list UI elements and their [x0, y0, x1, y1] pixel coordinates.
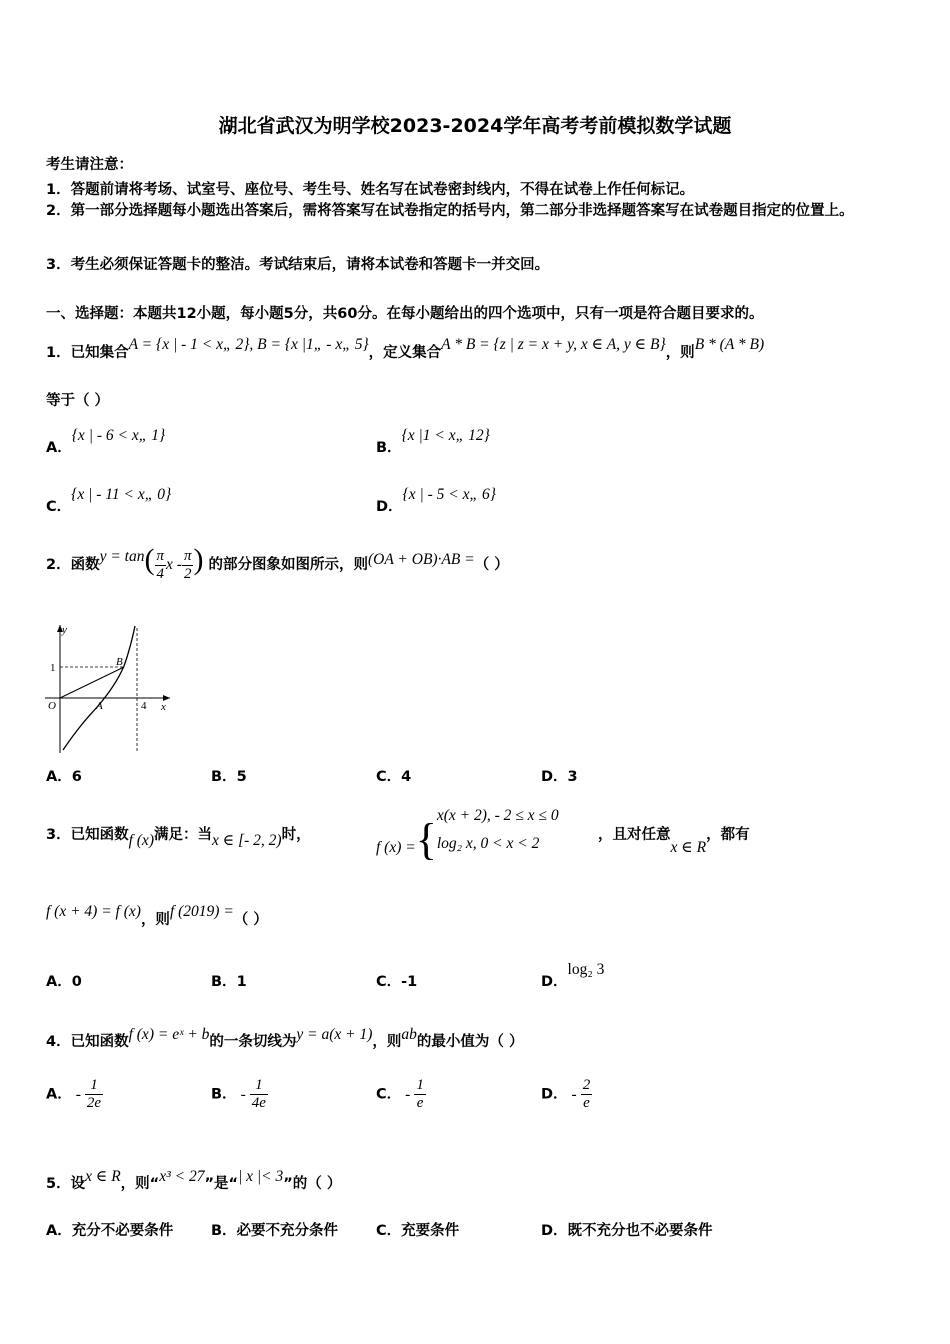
q3-period: f (x + 4) = f (x) [46, 903, 141, 920]
q5-cond-2: | x |< 3 [238, 1168, 284, 1185]
q1-sets: A = {x | - 1 < x„ 2}, B = {x |1„ - x„ 5} [128, 336, 369, 353]
q2-expression: (OA + OB)·AB = [368, 551, 475, 568]
q4-option-d[interactable]: D． - $\frac{2}{e}$ [541, 1077, 591, 1111]
q1-option-d[interactable]: D．{x | - 5 < x„ 6} [376, 486, 496, 515]
graph-label-y: y [62, 624, 67, 636]
q2-fraction-1: $\frac{\pi}{4}$ [156, 547, 165, 582]
q1-prefix: 1．已知集合 [46, 345, 129, 361]
notice-item-3: 3．考生必须保证答题卡的整洁。考试结束后，请将本试卷和答题卡一并交回。 [46, 257, 550, 273]
q5-cond-1: x³ < 27 [159, 1168, 205, 1185]
q3-any: ，且对任意x ∈ R，都有 [598, 827, 750, 856]
q5-option-a[interactable]: A．充分不必要条件 [46, 1223, 174, 1239]
q2-fraction-2: $\frac{\pi}{2}$ [183, 547, 192, 582]
q3-option-c[interactable]: C．-1 [376, 974, 418, 990]
q5-option-d[interactable]: D．既不充分也不必要条件 [541, 1223, 713, 1239]
q2-option-b[interactable]: B．5 [211, 769, 247, 785]
q4-option-b[interactable]: B． - $\frac{1}{4e}$ [211, 1077, 266, 1111]
notice-heading: 考生请注意： [46, 157, 133, 173]
tangent-graph [40, 620, 180, 760]
q3-piecewise: f (x) ={ x(x + 2), - 2 ≤ x ≤ 0 log₂ x, 0 < x < 2 [376, 800, 559, 858]
question-2: 2．函数y = tan( $\frac{\pi}{4}$ x - $\frac{\pi}{2}$ ) 的部分图象如图所示，则(OA + OB)·AB =（ ） [46, 543, 509, 582]
q3-option-d[interactable]: D．log₂ 3 [541, 961, 605, 990]
q1-expression: B * (A * B) [694, 336, 765, 353]
question-4: 4．已知函数f (x) = eˣ + b的一条切线为y = a(x + 1)，则ab的最小值为（ ） [46, 1026, 524, 1050]
graph-label-four: 4 [141, 700, 147, 712]
q2-function-lhs: y = tan [99, 548, 145, 565]
notice-item-1: 1．答题前请将考场、试室号、座位号、考生号、姓名写在试卷密封线内，不得在试卷上作任何标记。 [46, 182, 695, 198]
q3-option-a[interactable]: A．0 [46, 974, 82, 990]
graph-label-b: B [116, 656, 123, 668]
q3-period-line: f (x + 4) = f (x)，则f (2019) =（ ） [46, 903, 268, 928]
q1-definition: A * B = {z | z = x + y, x ∈ A, y ∈ B} [441, 336, 666, 353]
q4-option-a[interactable]: A． - $\frac{1}{2e}$ [46, 1077, 102, 1111]
q4-function: f (x) = eˣ + b [128, 1026, 210, 1043]
q5-domain: x ∈ R [85, 1168, 121, 1185]
graph-label-x: x [161, 701, 166, 713]
notice-item-2: 2．第一部分选择题每小题选出答案后，需将答案写在试卷指定的括号内，第二部分非选择题答案写在试卷题目指定的位置上。 [46, 203, 854, 219]
q1-mid: ，定义集合 [368, 345, 442, 361]
graph-label-a: A [96, 700, 103, 712]
segment-ob [60, 667, 124, 698]
question-3: 3．已知函数f (x)满足：当x ∈ [- 2, 2)时， [46, 827, 311, 849]
graph-label-o: O [48, 700, 56, 712]
graph-label-one: 1 [50, 662, 56, 674]
tan-curve [63, 626, 135, 750]
q1-option-c[interactable]: C．{x | - 11 < x„ 0} [46, 486, 172, 515]
page-title: 湖北省武汉为明学校2023-2024学年高考考前模拟数学试题 [218, 115, 732, 137]
q5-option-c[interactable]: C．充要条件 [376, 1223, 460, 1239]
section-heading: 一、选择题：本题共12小题，每小题5分，共60分。在每小题给出的四个选项中，只有一项是符合题目要求的。 [46, 306, 764, 322]
q1-option-a[interactable]: A．{x | - 6 < x„ 1} [46, 427, 166, 456]
q5-option-b[interactable]: B．必要不充分条件 [211, 1223, 339, 1239]
q3-case-2: log₂ x, 0 < x < 2 [436, 835, 540, 852]
q1-then: ，则 [665, 345, 695, 361]
q3-domain: x ∈ [- 2, 2) [211, 832, 282, 849]
q2-option-c[interactable]: C．4 [376, 769, 412, 785]
q3-option-b[interactable]: B．1 [211, 974, 247, 990]
q4-ab: ab [401, 1026, 417, 1043]
question-1 [46, 333, 765, 361]
q2-option-d[interactable]: D．3 [541, 769, 578, 785]
q1-tail: 等于（ ） [46, 393, 110, 409]
question-5: 5．设x ∈ R，则“x³ < 27”是“| x |< 3”的（ ） [46, 1168, 342, 1192]
q1-option-b[interactable]: B．{x |1 < x„ 12} [376, 427, 490, 456]
q4-tangent: y = a(x + 1) [296, 1026, 373, 1043]
q3-fx: f (x) [128, 832, 154, 849]
q3-case-1: x(x + 2), - 2 ≤ x ≤ 0 [436, 807, 559, 824]
q2-option-a[interactable]: A．6 [46, 769, 82, 785]
q3-question: f (2019) = [169, 903, 234, 920]
q4-option-c[interactable]: C． - $\frac{1}{e}$ [376, 1077, 424, 1111]
